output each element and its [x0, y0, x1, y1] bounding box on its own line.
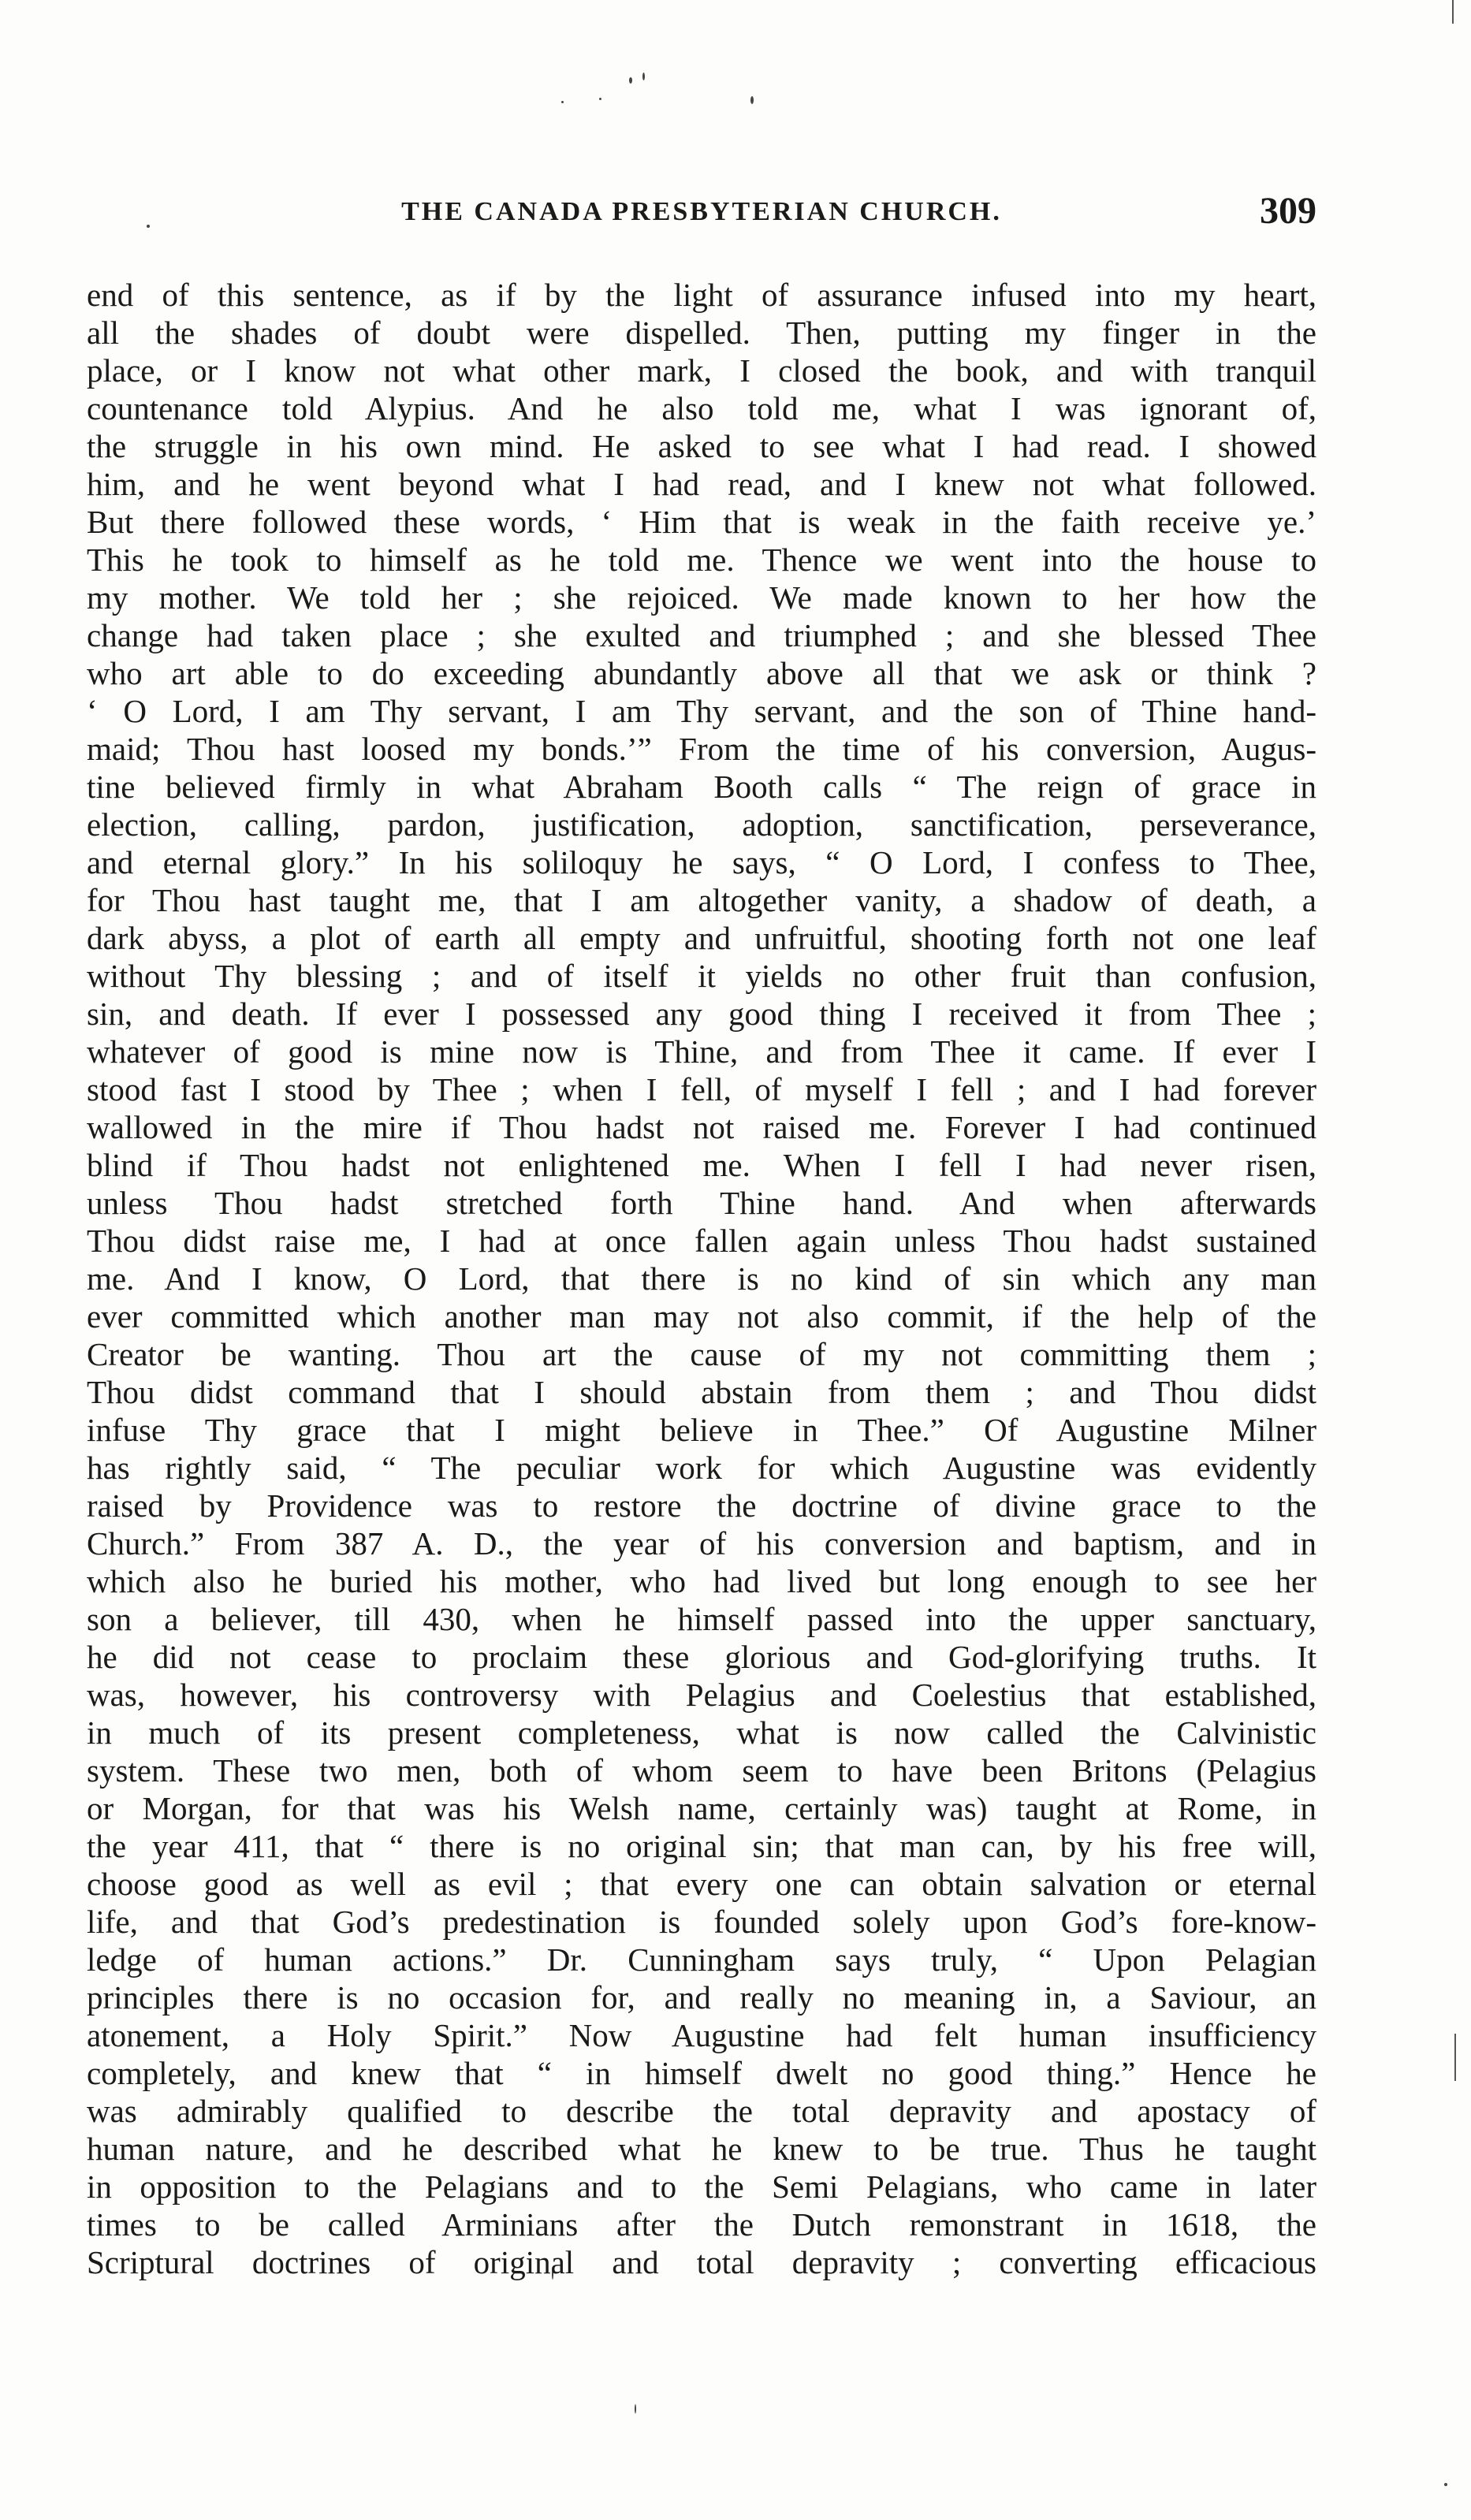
text-line: This he took to himself as he told me. Thence we went into the house to [87, 542, 1316, 578]
text-line: him, and he went beyond what I had read, and I knew not what followed. [87, 466, 1316, 502]
scan-speck [750, 96, 754, 104]
text-line: has rightly said, “ The peculiar work for which Augustine was evidently [87, 1450, 1316, 1486]
text-line: me. And I know, O Lord, that there is no kind of sin which any man [87, 1260, 1316, 1297]
text-line: completely, and knew that “ in himself dwelt no good thing.” Hence he [87, 2055, 1316, 2091]
text-line: and eternal glory.” In his soliloquy he says, “ O Lord, I confess to Thee, [87, 844, 1316, 880]
text-line: ledge of human actions.” Dr. Cunningham says truly, “ Upon Pelagian [87, 1941, 1316, 1978]
text-line: dark abyss, a plot of earth all empty and unfruitful, shooting forth not one leaf [87, 920, 1316, 956]
scan-speck [599, 98, 601, 100]
text-line: wallowed in the mire if Thou hadst not raised me. Forever I had continued [87, 1109, 1316, 1145]
text-line: infuse Thy grace that I might believe in Thee.” Of Augustine Milner [87, 1412, 1316, 1448]
text-line: was admirably qualified to describe the total depravity and apostacy of [87, 2093, 1316, 2129]
text-line: system. These two men, both of whom seem to have been Britons (Pelagius [87, 1752, 1316, 1789]
scan-speck [561, 101, 564, 103]
text-line: or Morgan, for that was his Welsh name, certainly was) taught at Rome, in [87, 1790, 1316, 1826]
text-line: But there followed these words, ‘ Him that is weak in the faith receive ye.’ [87, 504, 1316, 540]
scan-speck [1444, 2483, 1447, 2486]
page-edge-mark [1454, 2034, 1456, 2081]
text-line: Church.” From 387 A. D., the year of his conversion and baptism, and in [87, 1525, 1316, 1562]
scan-speck [629, 77, 632, 84]
text-line: unless Thou hadst stretched forth Thine hand. And when afterwards [87, 1185, 1316, 1221]
text-line: maid; Thou hast loosed my bonds.’” From the time of his conversion, Augus- [87, 731, 1316, 767]
text-line: the struggle in his own mind. He asked to see what I had read. I showed [87, 428, 1316, 464]
running-title: THE CANADA PRESBYTERIAN CHURCH. [401, 197, 1002, 226]
text-line: without Thy blessing ; and of itself it yields no other fruit than confusion, [87, 958, 1316, 994]
text-line: countenance told Alypius. And he also told me, what I was ignorant of, [87, 390, 1316, 426]
scan-speck [642, 73, 645, 80]
text-line: tine believed firmly in what Abraham Booth calls “ The reign of grace in [87, 769, 1316, 805]
text-line: principles there is no occasion for, and really no meaning in, a Saviour, an [87, 1979, 1316, 2016]
page-edge-mark [1452, 0, 1454, 24]
text-line: for Thou hast taught me, that I am altogether vanity, a shadow of death, a [87, 882, 1316, 918]
body-text [87, 276, 1316, 2281]
text-line: he did not cease to proclaim these glorious and God-glorifying truths. It [87, 1639, 1316, 1675]
text-line: election, calling, pardon, justification, adoption, sanctification, perseverance, [87, 806, 1316, 843]
text-line: in opposition to the Pelagians and to the Semi Pelagians, who came in later [87, 2168, 1316, 2205]
text-line: human nature, and he described what he knew to be true. Thus he taught [87, 2131, 1316, 2167]
text-line: end of this sentence, as if by the light of assurance infused into my heart, [87, 277, 1316, 313]
text-line: who art able to do exceeding abundantly above all that we ask or think ? [87, 655, 1316, 691]
text-line: son a believer, till 430, when he himself passed into the upper sanctuary, [87, 1601, 1316, 1637]
text-line: atonement, a Holy Spirit.” Now Augustine had felt human insufficiency [87, 2017, 1316, 2053]
text-line: change had taken place ; she exulted and triumphed ; and she blessed Thee [87, 617, 1316, 653]
text-line: ever committed which another man may not also commit, if the help of the [87, 1298, 1316, 1334]
text-line: my mother. We told her ; she rejoiced. We made known to her how the [87, 579, 1316, 616]
text-line: choose good as well as evil ; that every one can obtain salvation or eternal [87, 1866, 1316, 1902]
text-line: blind if Thou hadst not enlightened me. When I fell I had never risen, [87, 1147, 1316, 1183]
page-number: 309 [1260, 190, 1316, 232]
text-line: ‘ O Lord, I am Thy servant, I am Thy servant, and the son of Thine hand- [87, 693, 1316, 729]
text-line: stood fast I stood by Thee ; when I fell, of myself I fell ; and I had forever [87, 1071, 1316, 1107]
text-line: raised by Providence was to restore the doctrine of divine grace to the [87, 1487, 1316, 1524]
text-line: times to be called Arminians after the Dutch remonstrant in 1618, the [87, 2206, 1316, 2243]
text-line: sin, and death. If ever I possessed any good thing I received it from Thee ; [87, 996, 1316, 1032]
text-line: in much of its present completeness, what is now called the Calvinistic [87, 1714, 1316, 1751]
text-line: which also he buried his mother, who had lived but long enough to see her [87, 1563, 1316, 1599]
text-line: Scriptural doctrines of original and total depravity ; converting efficacious [87, 2244, 1316, 2280]
text-line: all the shades of doubt were dispelled. Then, putting my finger in the [87, 315, 1316, 351]
text-line: the year 411, that “ there is no original sin; that man can, by his free will, [87, 1828, 1316, 1864]
running-head [87, 189, 1316, 236]
text-line: Thou didst raise me, I had at once fallen again unless Thou hadst sustained [87, 1223, 1316, 1259]
text-line: whatever of good is mine now is Thine, and from Thee it came. If ever I [87, 1033, 1316, 1070]
text-line: Creator be wanting. Thou art the cause of my not committing them ; [87, 1336, 1316, 1372]
text-line: place, or I know not what other mark, I closed the book, and with tranquil [87, 352, 1316, 389]
scan-speck [635, 2404, 636, 2414]
text-line: Thou didst command that I should abstain from them ; and Thou didst [87, 1374, 1316, 1410]
text-line: was, however, his controversy with Pelagius and Coelestius that established, [87, 1677, 1316, 1713]
text-line: life, and that God’s predestination is founded solely upon God’s fore-know- [87, 1904, 1316, 1940]
